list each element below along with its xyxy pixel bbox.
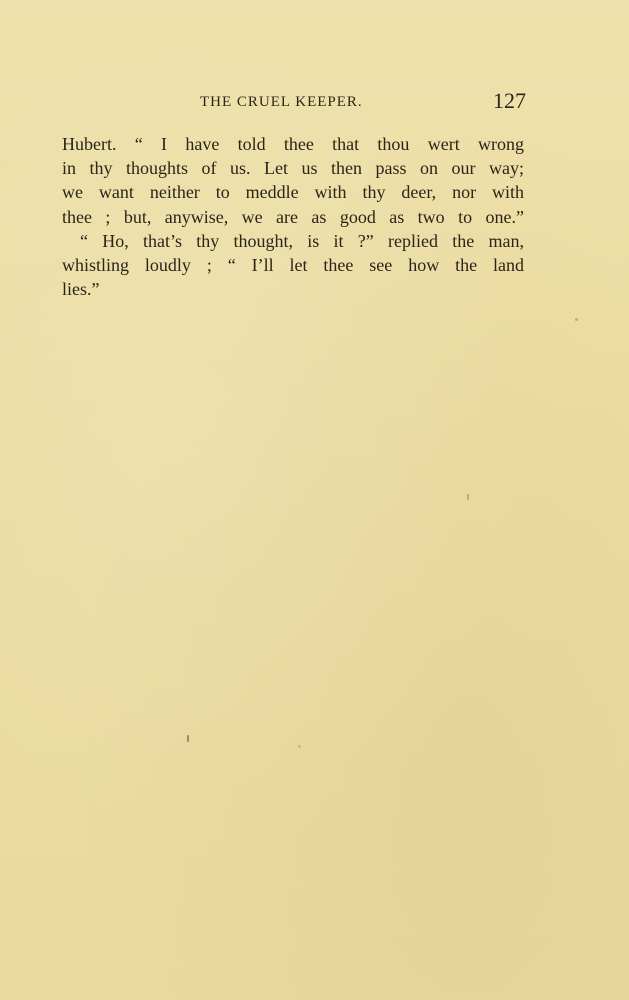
paper-speck [575, 318, 578, 321]
text-line: Hubert. “ I have told thee that thou wert wrong [62, 134, 524, 154]
paper-speck [298, 745, 301, 748]
text-line: thee ; but, anywise, we are as good as two to one.” [62, 206, 524, 227]
text-line: whistling loudly ; “ I’ll let thee see how the land [62, 255, 524, 276]
text-line: in thy thoughts of us. Let us then pass on our way; [62, 158, 524, 179]
text-line: lies.” [62, 279, 100, 300]
running-head [62, 88, 528, 118]
paper-speck [467, 494, 469, 500]
text-line: “ Ho, that’s thy thought, is it ?” replied the man, [80, 230, 524, 251]
body-text [62, 132, 524, 301]
chapter-title: THE CRUEL KEEPER. [200, 94, 363, 110]
text-line: we want neither to meddle with thy deer, nor with [62, 182, 524, 203]
paper-speck [187, 735, 189, 742]
page-number: 127 [493, 88, 526, 113]
